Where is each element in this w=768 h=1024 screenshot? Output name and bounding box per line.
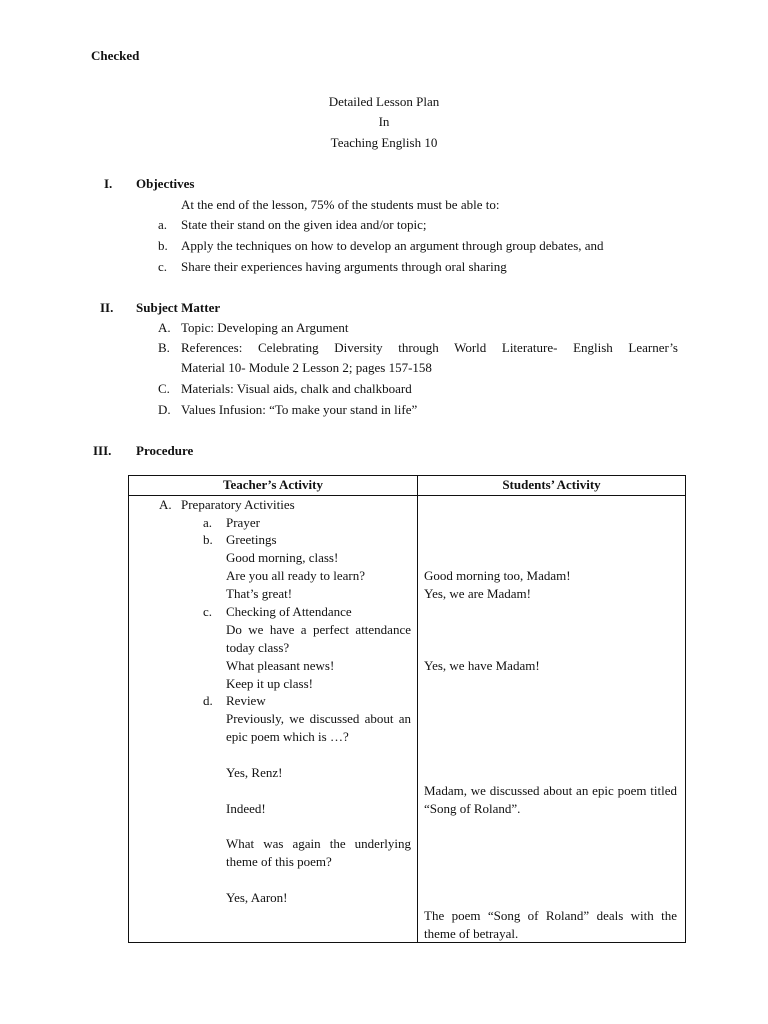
subject-item: Materials: Visual aids, chalk and chalkboard bbox=[181, 381, 412, 396]
document-title-connector: In bbox=[378, 114, 390, 129]
step-marker: b. bbox=[203, 532, 213, 547]
objectives-numeral: I. bbox=[104, 176, 113, 191]
document-title: Detailed Lesson Plan bbox=[328, 94, 440, 109]
teacher-line: Yes, Renz! bbox=[226, 765, 283, 780]
objective-marker: a. bbox=[158, 217, 168, 232]
step-title: Prayer bbox=[226, 515, 260, 530]
teacher-activity-header: Teacher’s Activity bbox=[129, 476, 418, 496]
objective-marker: b. bbox=[158, 238, 168, 253]
subject-item-continuation: Material 10- Module 2 Lesson 2; pages 157-158 bbox=[181, 360, 432, 375]
teacher-activity-cell bbox=[129, 496, 418, 943]
students-activity-header: Students’ Activity bbox=[418, 476, 686, 496]
subject-marker: B. bbox=[158, 340, 170, 355]
student-response: Yes, we have Madam! bbox=[424, 658, 540, 673]
subject-matter-heading: Subject Matter bbox=[136, 300, 221, 315]
step-title: Greetings bbox=[226, 532, 277, 547]
objective-item: State their stand on the given idea and/or topic; bbox=[181, 217, 427, 232]
student-response: Yes, we are Madam! bbox=[424, 586, 531, 601]
teacher-question: Do we have a perfect attendance today class? bbox=[226, 622, 411, 655]
step-marker: a. bbox=[203, 515, 213, 530]
step-title: Checking of Attendance bbox=[226, 604, 352, 619]
subject-item: Values Infusion: “To make your stand in life” bbox=[181, 402, 418, 417]
student-response: The poem “Song of Roland” deals with the theme of betrayal. bbox=[424, 908, 677, 941]
teacher-line: Good morning, class! bbox=[226, 550, 339, 565]
subject-marker: D. bbox=[158, 402, 171, 417]
objective-marker: c. bbox=[158, 259, 168, 274]
procedure-heading: Procedure bbox=[136, 443, 194, 458]
teacher-question: Previously, we discussed about an epic poem which is …? bbox=[226, 711, 411, 744]
section-marker: A. bbox=[159, 497, 172, 512]
subject-marker: C. bbox=[158, 381, 170, 396]
students-activity-cell bbox=[418, 496, 686, 943]
step-title: Review bbox=[226, 693, 266, 708]
section-title: Preparatory Activities bbox=[181, 497, 295, 512]
subject-item: Topic: Developing an Argument bbox=[181, 320, 349, 335]
procedure-numeral: III. bbox=[93, 443, 112, 458]
subject-matter-numeral: II. bbox=[100, 300, 114, 315]
subject-marker: A. bbox=[158, 320, 171, 335]
subject-item: References: Celebrating Diversity through World Literature- English Learner’s bbox=[181, 340, 678, 355]
checked-label: Checked bbox=[91, 48, 140, 63]
objectives-heading: Objectives bbox=[136, 176, 195, 191]
teacher-line: Keep it up class! bbox=[226, 676, 314, 691]
teacher-question: What was again the underlying theme of this poem? bbox=[226, 836, 411, 869]
document-subtitle: Teaching English 10 bbox=[330, 135, 438, 150]
procedure-table bbox=[128, 475, 686, 943]
objective-item: Apply the techniques on how to develop an argument through group debates, and bbox=[181, 238, 604, 253]
step-marker: c. bbox=[203, 604, 213, 619]
teacher-line: Indeed! bbox=[226, 801, 266, 816]
student-response: Madam, we discussed about an epic poem titled “Song of Roland”. bbox=[424, 783, 677, 816]
student-response: Good morning too, Madam! bbox=[424, 568, 571, 583]
step-marker: d. bbox=[203, 693, 213, 708]
teacher-line: Yes, Aaron! bbox=[226, 890, 288, 905]
objective-item: Share their experiences having arguments through oral sharing bbox=[181, 259, 507, 274]
teacher-line: Are you all ready to learn? bbox=[226, 568, 365, 583]
teacher-line: That’s great! bbox=[226, 586, 293, 601]
teacher-line: What pleasant news! bbox=[226, 658, 335, 673]
objectives-intro: At the end of the lesson, 75% of the students must be able to: bbox=[181, 197, 500, 212]
